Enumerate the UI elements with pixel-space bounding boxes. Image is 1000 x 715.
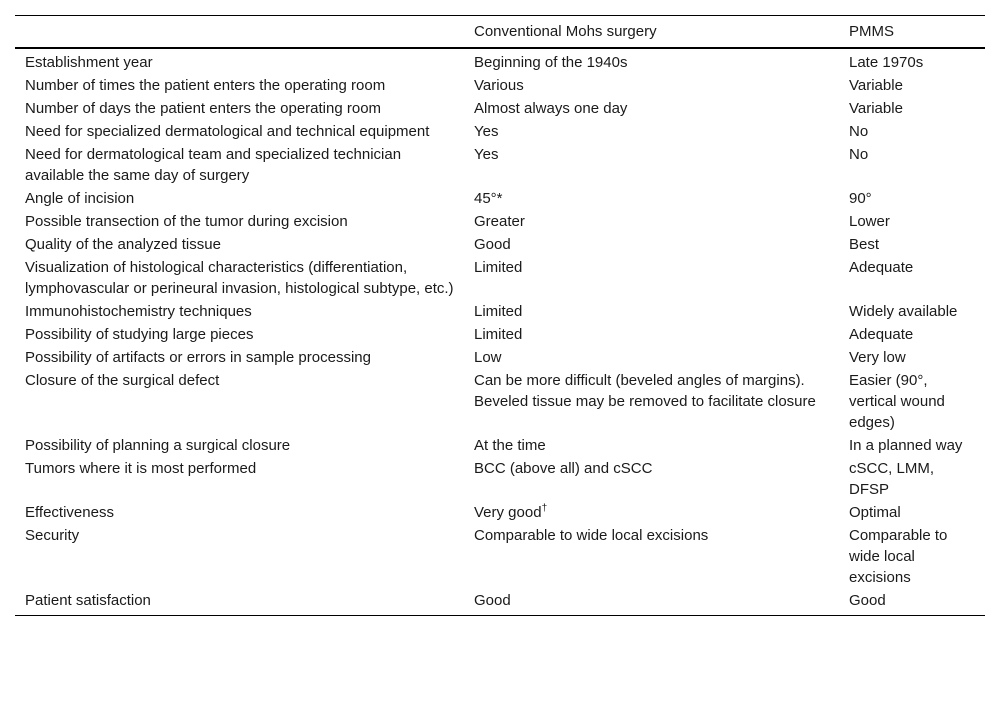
dagger-footnote-mark: †: [541, 503, 548, 514]
pmms-cell: In a planned way: [849, 437, 963, 454]
table-row: [15, 97, 985, 120]
table-row: [15, 233, 985, 256]
table-row: [15, 74, 985, 97]
row-label: Effectiveness: [25, 504, 114, 521]
pmms-cell: Widely available: [849, 303, 958, 320]
pmms-cell: Best: [849, 236, 880, 253]
pmms-cell: Late 1970s: [849, 54, 924, 71]
row-label: Closure of the surgical defect: [25, 372, 220, 389]
pmms-cell: Good: [849, 592, 886, 609]
row-label: Angle of incision: [25, 190, 135, 207]
table-body: [15, 48, 985, 616]
comparison-table: [15, 15, 985, 616]
mohs-cell: Greater: [474, 213, 525, 230]
table-row: [15, 48, 985, 74]
table-row: [15, 457, 985, 501]
row-label: Immunohistochemistry techniques: [25, 303, 252, 320]
mohs-cell: [464, 501, 839, 524]
table-row: [15, 501, 985, 524]
mohs-cell: Low: [474, 349, 502, 366]
mohs-cell: Yes: [474, 123, 499, 140]
row-label: Tumors where it is most performed: [25, 460, 257, 477]
header-row: [15, 16, 985, 49]
mohs-cell: Various: [474, 77, 524, 94]
row-label: Need for dermatological team and specialized technician available the same day of surgery: [25, 146, 402, 184]
row-label: Possibility of studying large pieces: [25, 326, 254, 343]
pmms-cell: No: [849, 123, 869, 140]
mohs-cell: Good: [474, 236, 511, 253]
row-label: Possible transection of the tumor during excision: [25, 213, 348, 230]
table-row: [15, 369, 985, 434]
table-row: [15, 434, 985, 457]
mohs-cell: Almost always one day: [474, 100, 628, 117]
mohs-cell: Limited: [474, 259, 523, 276]
mohs-cell-text: Very good: [474, 504, 542, 521]
row-label: Number of times the patient enters the operating room: [25, 77, 386, 94]
table-row: [15, 143, 985, 187]
mohs-cell: Good: [474, 592, 511, 609]
pmms-cell: Variable: [849, 100, 903, 117]
mohs-cell: Can be more difficult (beveled angles of margins). Beveled tissue may be removed to facilitate closure: [474, 372, 816, 410]
row-label: Patient satisfaction: [25, 592, 151, 609]
table-row: [15, 323, 985, 346]
table-row: [15, 120, 985, 143]
header-feature: [15, 16, 464, 49]
header-mohs: Conventional Mohs surgery: [474, 23, 657, 40]
pmms-cell: Adequate: [849, 259, 914, 276]
pmms-cell: No: [849, 146, 869, 163]
pmms-cell: Variable: [849, 77, 903, 94]
mohs-cell: 45°*: [474, 190, 503, 207]
table-row: [15, 256, 985, 300]
header-pmms: PMMS: [849, 23, 894, 40]
pmms-cell: Very low: [849, 349, 906, 366]
row-label: Establishment year: [25, 54, 153, 71]
pmms-cell: Optimal: [849, 504, 901, 521]
row-label: Possibility of artifacts or errors in sample processing: [25, 349, 371, 366]
mohs-cell: Limited: [474, 303, 523, 320]
table-row: [15, 589, 985, 616]
row-label: Possibility of planning a surgical closure: [25, 437, 291, 454]
mohs-cell: Comparable to wide local excisions: [474, 527, 709, 544]
mohs-cell: At the time: [474, 437, 546, 454]
table-row: [15, 300, 985, 323]
table-row: [15, 210, 985, 233]
mohs-cell: Yes: [474, 146, 499, 163]
row-label: Quality of the analyzed tissue: [25, 236, 221, 253]
row-label: Number of days the patient enters the operating room: [25, 100, 382, 117]
mohs-cell: Limited: [474, 326, 523, 343]
table-row: [15, 187, 985, 210]
mohs-cell: BCC (above all) and cSCC: [474, 460, 653, 477]
pmms-cell: Adequate: [849, 326, 914, 343]
table-row: [15, 346, 985, 369]
pmms-cell: Lower: [849, 213, 890, 230]
pmms-cell: Comparable to wide local excisions: [849, 527, 948, 586]
row-label: Visualization of histological characteristics (differentiation, lymphovascular or perineural invasion, histological subtype, etc.): [25, 259, 454, 297]
table-row: [15, 524, 985, 589]
pmms-cell: 90°: [849, 190, 872, 207]
pmms-cell: cSCC, LMM, DFSP: [849, 460, 935, 498]
mohs-cell: Beginning of the 1940s: [474, 54, 628, 71]
pmms-cell: Easier (90°, vertical wound edges): [849, 372, 945, 431]
row-label: Security: [25, 527, 80, 544]
row-label: Need for specialized dermatological and technical equipment: [25, 123, 430, 140]
